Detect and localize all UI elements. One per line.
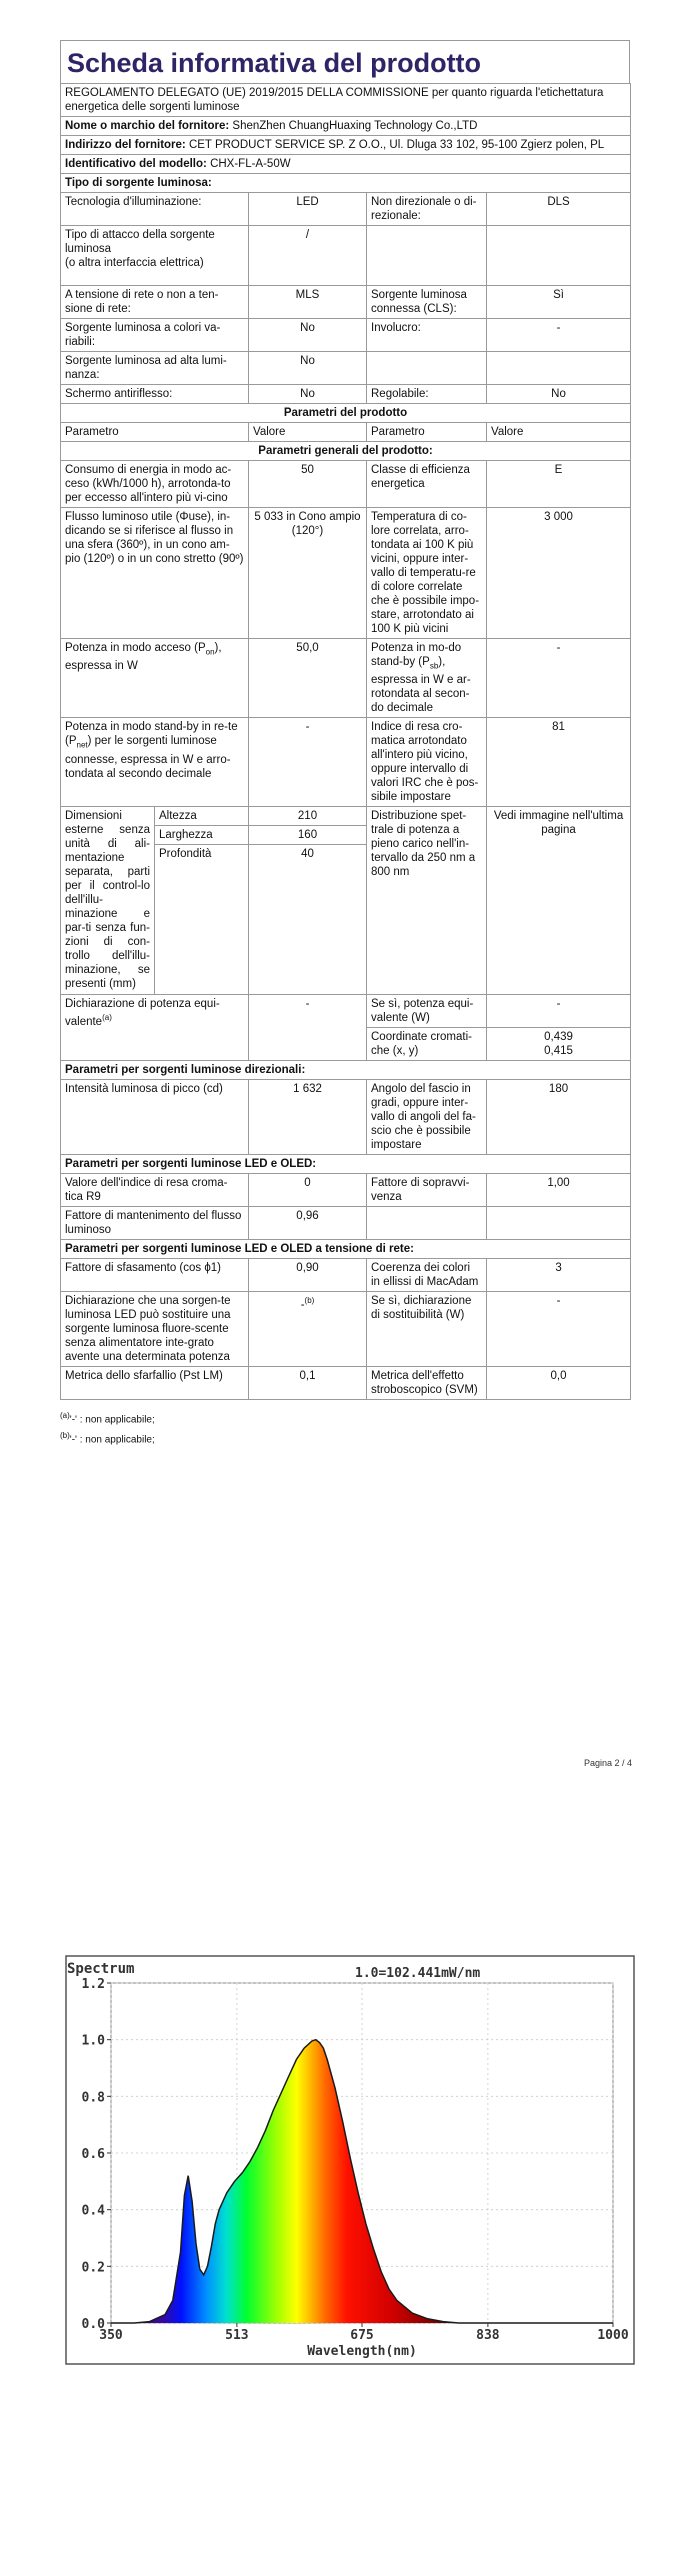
- on-mode-power-text: Potenza in modo acceso (P: [65, 642, 206, 654]
- cap-label-line2: (o altra interfaccia elettrica): [65, 257, 204, 269]
- footnote-b-text: '-' : non applicabile;: [69, 1434, 155, 1446]
- energy-value: 50: [249, 461, 367, 508]
- x-tick-label: 513: [225, 2328, 249, 2343]
- flux-value: 5 033 in Cono ampio (120°): [249, 508, 367, 639]
- footnote-b-ref: (b): [304, 1296, 315, 1306]
- chromaticity-x: 0,439: [544, 1031, 573, 1044]
- standby-power-value: -: [487, 639, 631, 718]
- empty-cell: [367, 226, 487, 286]
- empty-cell: [367, 352, 487, 385]
- anti-glare-value: No: [249, 385, 367, 404]
- nondir-label: Non direzionale o di-rezionale:: [367, 193, 487, 226]
- empty-cell: [367, 1207, 487, 1240]
- supplier-name-value: ShenZhen ChuangHuaxing Technology Co.,LTD: [232, 120, 478, 132]
- mains-value: MLS: [249, 286, 367, 319]
- macadam-label: Coerenza dei colori in ellissi di MacAdam: [367, 1259, 487, 1292]
- lumen-maintenance-value: 0,96: [249, 1207, 367, 1240]
- col-value-header: Valore: [249, 423, 367, 442]
- high-luminance-value: No: [249, 352, 367, 385]
- cap-label: [61, 226, 249, 286]
- standby-power-label: [367, 639, 487, 718]
- macadam-value: 3: [487, 1259, 631, 1292]
- r9-label: Valore dell'indice di resa croma-tica R9: [61, 1174, 249, 1207]
- y-tick-label: 1.2: [81, 1977, 105, 1992]
- colour-tunable-label: Sorgente luminosa a colori va-riabili:: [61, 319, 249, 352]
- mains-label: A tensione di rete o non a ten-sione di rete:: [61, 286, 249, 319]
- footnote-a-ref: (a): [102, 1013, 112, 1023]
- x-tick-label: 675: [350, 2328, 374, 2343]
- equivalent-power-text: Dichiarazione di potenza equi-valente: [65, 998, 220, 1029]
- standby-power-sub: sb: [429, 661, 439, 671]
- flux-label: Flusso luminoso utile (Φuse), in-dicando se si riferisce al flusso in una sfera (360º), in un cono am-pio (120º) o in un cono stretto (90º): [61, 508, 249, 639]
- supplier-address-label: Indirizzo del fornitore:: [65, 139, 186, 151]
- chromaticity-label: Coordinate cromati-che (x, y): [367, 1028, 487, 1061]
- peak-intensity-label: Intensità luminosa di picco (cd): [61, 1080, 249, 1155]
- efficiency-class-label: Classe di efficienza energetica: [367, 461, 487, 508]
- footnote-b-mark: (b): [60, 1431, 70, 1441]
- empty-cell: [487, 226, 631, 286]
- spectrum-chart-container: [65, 1955, 635, 2370]
- survival-factor-value: 1,00: [487, 1174, 631, 1207]
- net-standby-label: [61, 718, 249, 807]
- energy-label: Consumo di energia in modo ac-ceso (kWh/1000 h), arrotonda-to per eccesso all'intero più vi-cino: [61, 461, 249, 508]
- cri-label: Indice di resa cro-matica arrotondato all'intero più vicino, oppure intervallo di valori IRC che è pos-sibile impostare: [367, 718, 487, 807]
- supplier-name-label: Nome o marchio del fornitore:: [65, 120, 230, 132]
- displacement-factor-value: 0,90: [249, 1259, 367, 1292]
- cap-value: /: [249, 226, 367, 286]
- depth-label: Profondità: [155, 845, 249, 995]
- on-mode-power-label: [61, 639, 249, 718]
- r9-value: 0: [249, 1174, 367, 1207]
- cct-value: 3 000: [487, 508, 631, 639]
- page-title: Scheda informativa del prodotto: [60, 40, 630, 83]
- footnotes: [60, 1406, 630, 1446]
- col-value-header: Valore: [487, 423, 631, 442]
- y-tick-label: 0.0: [81, 2317, 105, 2332]
- col-param-header: Parametro: [61, 423, 249, 442]
- stroboscopic-value: 0,0: [487, 1367, 631, 1400]
- cls-label: Sorgente luminosa connessa (CLS):: [367, 286, 487, 319]
- footnote-a: [60, 1406, 630, 1426]
- chart-title: Spectrum: [67, 1961, 135, 1977]
- replacement-watt-label: Se sì, dichiarazione di sostituibilità (W): [367, 1292, 487, 1367]
- colour-tunable-value: No: [249, 319, 367, 352]
- supplier-name-row: [61, 117, 631, 136]
- section-general-params: Parametri generali del prodotto:: [61, 442, 631, 461]
- replacement-claim-value: [249, 1292, 367, 1367]
- footnote-a-text: '-' : non applicabile;: [69, 1414, 155, 1426]
- regulation-text: REGOLAMENTO DELEGATO (UE) 2019/2015 DELLA COMMISSIONE per quanto riguarda l'etichettatura energetica delle sorgenti luminose: [61, 84, 631, 117]
- col-param-header: Parametro: [367, 423, 487, 442]
- high-luminance-label: Sorgente luminosa ad alta lumi-nanza:: [61, 352, 249, 385]
- survival-factor-label: Fattore di sopravvi-venza: [367, 1174, 487, 1207]
- cls-value: Sì: [487, 286, 631, 319]
- model-label: Identificativo del modello:: [65, 158, 207, 170]
- flicker-value: 0,1: [249, 1367, 367, 1400]
- empty-cell: [487, 1207, 631, 1240]
- replacement-watt-value: -: [487, 1292, 631, 1367]
- net-standby-text: Potenza in modo stand-by in re-te (P: [65, 721, 238, 748]
- stroboscopic-label: Metrica dell'effetto stroboscopico (SVM): [367, 1367, 487, 1400]
- section-led-params: Parametri per sorgenti luminose LED e OLED:: [61, 1155, 631, 1174]
- x-tick-label: 1000: [597, 2328, 629, 2343]
- efficiency-class-value: E: [487, 461, 631, 508]
- supplier-address-value: CET PRODUCT SERVICE SP. Z O.O., Ul. Dluga 33 102, 95-100 Zgierz polen, PL: [188, 139, 605, 151]
- replacement-claim-label: Dichiarazione che una sorgen-te luminosa LED può sostituire una sorgente luminosa fluore-scente senza alimentatore inte-grato avente una determinata potenza: [61, 1292, 249, 1367]
- product-info-sheet: [60, 40, 630, 1446]
- footnote-b: [60, 1426, 630, 1446]
- y-tick-label: 0.8: [81, 2090, 105, 2106]
- page-number: Pagina 2 / 4: [584, 1758, 633, 1768]
- section-product-params: Parametri del prodotto: [61, 404, 631, 423]
- depth-value: 40: [249, 845, 367, 995]
- x-tick-label: 350: [99, 2328, 123, 2343]
- dimmable-value: No: [487, 385, 631, 404]
- standby-power-text: ), espressa in W e ar-rotondata al secon-do decimale: [371, 656, 471, 715]
- spec-table: [60, 83, 631, 1400]
- y-tick-label: 1.0: [81, 2033, 105, 2049]
- equivalent-power-value: -: [249, 995, 367, 1061]
- replacement-claim-text: -: [300, 1299, 305, 1312]
- y-tick-label: 0.2: [81, 2260, 105, 2276]
- beam-angle-value: 180: [487, 1080, 631, 1155]
- section-directional-params: Parametri per sorgenti luminose direzionali:: [61, 1061, 631, 1080]
- net-standby-value: -: [249, 718, 367, 807]
- on-mode-power-text: ), espressa in W: [65, 642, 222, 673]
- net-standby-text: ) per le sorgenti luminose connesse, espressa in W e arro-tondata al secondo decimale: [65, 735, 231, 780]
- peak-intensity-value: 1 632: [249, 1080, 367, 1155]
- beam-angle-label: Angolo del fascio in gradi, oppure inter-vallo di angoli del fa-scio che è possibile impostare: [367, 1080, 487, 1155]
- equivalent-watt-label: Se sì, potenza equi-valente (W): [367, 995, 487, 1028]
- cap-label-line1: Tipo di attacco della sorgente luminosa: [65, 229, 215, 255]
- standby-power-text: Potenza in mo-do stand-by (P: [371, 642, 462, 668]
- envelope-label: Involucro:: [367, 319, 487, 352]
- envelope-value: -: [487, 319, 631, 352]
- model-value: CHX-FL-A-50W: [210, 158, 291, 170]
- model-row: [61, 155, 631, 174]
- x-tick-label: 838: [476, 2328, 500, 2343]
- on-mode-power-value: 50,0: [249, 639, 367, 718]
- net-standby-sub: net: [76, 740, 88, 750]
- on-mode-power-sub: on: [205, 647, 215, 657]
- chart-annotation: 1.0=102.441mW/nm: [355, 1966, 481, 1981]
- tech-label: Tecnologia d'illuminazione:: [61, 193, 249, 226]
- spd-value: Vedi immagine nell'ultima pagina: [487, 807, 631, 995]
- y-tick-label: 0.4: [81, 2203, 105, 2219]
- equivalent-watt-value: -: [487, 995, 631, 1028]
- height-label: Altezza: [155, 807, 249, 826]
- tech-value: LED: [249, 193, 367, 226]
- spd-label: Distribuzione spet-trale di potenza a pieno carico nell'in-tervallo da 250 nm a 800 nm: [367, 807, 487, 995]
- cri-value: 81: [487, 718, 631, 807]
- spectrum-chart: [65, 1955, 635, 2365]
- width-label: Larghezza: [155, 826, 249, 845]
- cct-label: Temperatura di co-lore correlata, arro-tondata ai 100 K più vicini, oppure inter-vallo di temperatu-re di colore correlate che è possibile impo-stare, arrotondato ai 100 K più vicini: [367, 508, 487, 639]
- chromaticity-value: [487, 1028, 631, 1061]
- anti-glare-label: Schermo antiriflesso:: [61, 385, 249, 404]
- empty-cell: [487, 352, 631, 385]
- equivalent-power-label: [61, 995, 249, 1061]
- nondir-value: DLS: [487, 193, 631, 226]
- dimmable-label: Regolabile:: [367, 385, 487, 404]
- section-mains-led-params: Parametri per sorgenti luminose LED e OLED a tensione di rete:: [61, 1240, 631, 1259]
- width-value: 160: [249, 826, 367, 845]
- displacement-factor-label: Fattore di sfasamento (cos ϕ1): [61, 1259, 249, 1292]
- x-axis-label: Wavelength(nm): [307, 2344, 417, 2359]
- supplier-address-row: [61, 136, 631, 155]
- height-value: 210: [249, 807, 367, 826]
- light-source-type-label: Tipo di sorgente luminosa:: [61, 174, 631, 193]
- flicker-label: Metrica dello sfarfallio (Pst LM): [61, 1367, 249, 1400]
- y-tick-label: 0.6: [81, 2147, 105, 2162]
- footnote-a-mark: (a): [60, 1411, 70, 1421]
- dimensions-label: Dimensioni esterne senza unità di ali-mentazione separata, parti per il control-lo dell'illu-minazione e par-ti senza fun-zioni di con-trollo dell'illu-minazione, se presenti (mm): [61, 807, 155, 995]
- chromaticity-y: 0,415: [544, 1045, 573, 1058]
- lumen-maintenance-label: Fattore di mantenimento del flusso luminoso: [61, 1207, 249, 1240]
